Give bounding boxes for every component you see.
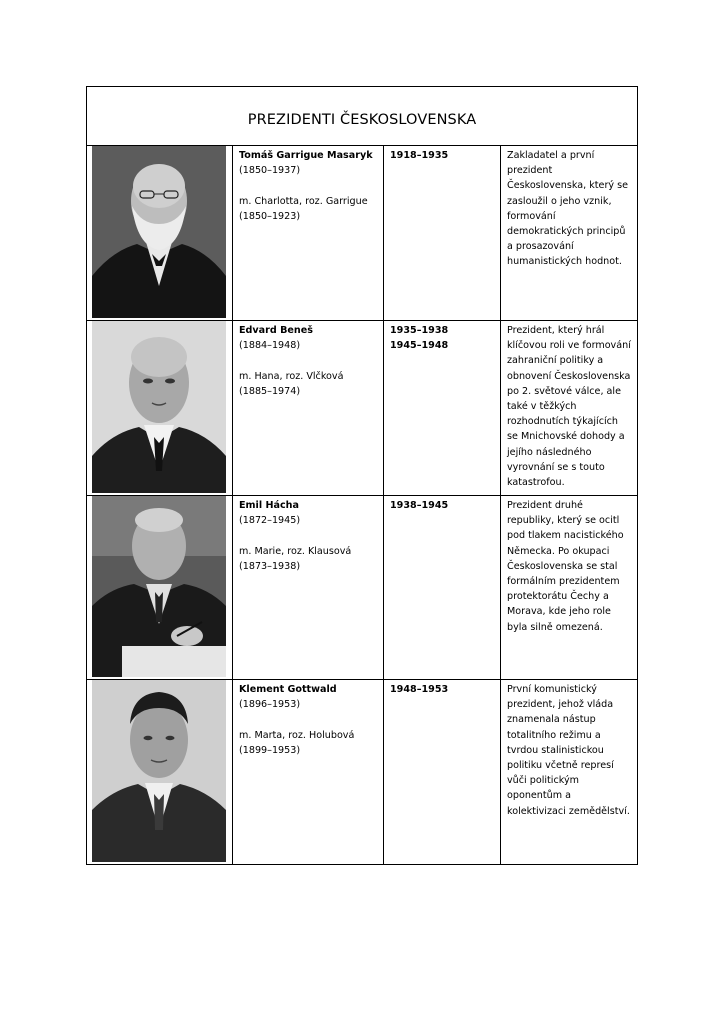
photo-cell <box>87 496 233 680</box>
description-line: prezident <box>507 165 553 177</box>
description-line: prezident, jehož vláda <box>507 699 614 711</box>
description-line: Německa. Po okupaci <box>507 545 610 557</box>
term-cell <box>384 321 501 496</box>
name-cell <box>233 496 384 680</box>
table-row <box>87 680 638 865</box>
life-dates: (1850–1937) <box>239 165 301 177</box>
description-line: vyrovnání se s touto <box>507 461 605 473</box>
spouse: m. Marta, roz. Holubová <box>239 729 355 741</box>
president-name: Klement Gottwald <box>239 684 337 695</box>
description-line: po 2. světové válce, ale <box>507 385 621 397</box>
term: 1948–1953 <box>390 684 449 695</box>
description-line: demokratických principů <box>507 226 626 238</box>
life-dates: (1872–1945) <box>239 515 301 527</box>
table-row <box>87 146 638 321</box>
description-line: Zakladatel a první <box>507 150 595 161</box>
description-line: zasloužil o jeho vznik, <box>507 195 612 207</box>
description-line: Prezident, který hrál <box>507 325 605 336</box>
term: 1945–1948 <box>390 340 449 352</box>
spouse-life-dates: (1873–1938) <box>239 560 301 572</box>
description-line: obnovení Československa <box>507 370 631 382</box>
term-cell <box>384 680 501 865</box>
description-line: také v těžkých <box>507 401 577 413</box>
description-line: katastrofou. <box>507 477 565 489</box>
term: 1935–1938 <box>390 325 449 336</box>
description-line: Prezident druhé <box>507 500 583 511</box>
description-line: se Mnichovské dohody a <box>507 431 625 443</box>
description-line: oponentům a <box>507 790 572 802</box>
description-line: klíčovou roli ve formování <box>507 340 631 352</box>
description-line: formování <box>507 210 556 222</box>
portrait-photo <box>92 321 226 495</box>
description-line: protektorátu Čechy a <box>507 591 609 603</box>
description-line: znamenala nástup <box>507 714 596 726</box>
description-cell <box>501 146 638 321</box>
spouse-life-dates: (1899–1953) <box>239 744 301 756</box>
name-cell <box>233 321 384 496</box>
description-line: Morava, kde jeho role <box>507 606 611 618</box>
portrait-photo <box>92 146 226 320</box>
term-cell <box>384 146 501 321</box>
description-cell <box>501 680 638 865</box>
description-line: jejího následného <box>507 446 592 458</box>
description-line: tvrdou stalinistickou <box>507 744 604 756</box>
description-line: a prosazování <box>507 241 574 253</box>
life-dates: (1896–1953) <box>239 699 301 711</box>
description-cell <box>501 321 638 496</box>
description-cell <box>501 496 638 680</box>
photo-cell <box>87 321 233 496</box>
description-line: kolektivizaci zemědělství. <box>507 805 630 817</box>
life-dates: (1884–1948) <box>239 340 301 352</box>
description-line: rozhodnutích týkajících <box>507 416 619 428</box>
description-line: pod tlakem nacistického <box>507 530 624 542</box>
description-line: První komunistický <box>507 684 597 695</box>
president-name: Edvard Beneš <box>239 325 313 336</box>
name-cell <box>233 146 384 321</box>
term: 1938–1945 <box>390 500 449 511</box>
spouse: m. Marie, roz. Klausová <box>239 545 352 557</box>
description-line: republiky, který se ocitl <box>507 515 620 527</box>
term: 1918–1935 <box>390 150 449 161</box>
description-line: politiku včetně represí <box>507 760 614 772</box>
description-line: humanistických hodnot. <box>507 256 622 268</box>
description-line: Československa se stal <box>507 560 618 572</box>
photo-cell <box>87 680 233 865</box>
name-cell <box>233 680 384 865</box>
description-line: vůči politickým <box>507 775 579 787</box>
description-line: totalitního režimu a <box>507 729 601 741</box>
term-cell <box>384 496 501 680</box>
president-name: Emil Hácha <box>239 500 299 511</box>
title-cell <box>87 87 638 146</box>
president-name: Tomáš Garrigue Masaryk <box>239 150 373 161</box>
portrait-photo <box>92 680 226 864</box>
spouse: m. Charlotta, roz. Garrigue <box>239 195 368 207</box>
photo-cell <box>87 146 233 321</box>
spouse-life-dates: (1850–1923) <box>239 210 301 222</box>
description-line: formálním prezidentem <box>507 576 620 588</box>
description-line: zahraniční politiky a <box>507 355 604 367</box>
table-row <box>87 321 638 496</box>
spouse: m. Hana, roz. Vlčková <box>239 370 344 382</box>
table-row <box>87 496 638 680</box>
portrait-photo <box>92 496 226 679</box>
description-line: Československa, který se <box>507 180 629 192</box>
spouse-life-dates: (1885–1974) <box>239 385 301 397</box>
description-line: byla silně omezená. <box>507 621 603 633</box>
page-title: PREZIDENTI ČESKOSLOVENSKA <box>247 111 477 128</box>
presidents-table <box>86 86 638 865</box>
